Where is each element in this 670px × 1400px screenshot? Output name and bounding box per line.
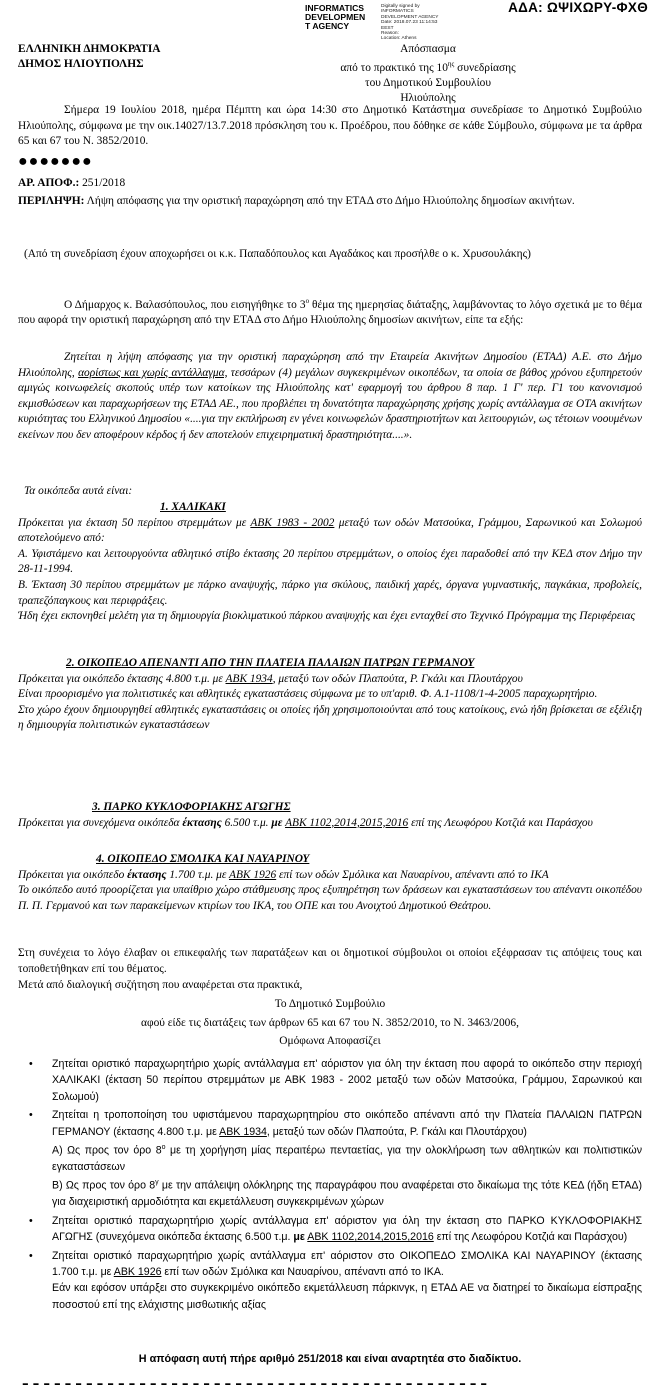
section-1: 1. ΧΑΛΙΚΑΚΙ Πρόκειται για έκταση 50 περίπου στρεμμάτων με ΑΒΚ 1983 - 2002 μεταξύ των οδών Ματσούκα, Γράμμου, Σαρωνικού και Σολωμού αποτελούμενο από: Α. Υφιστάμενο και λειτουργούντα αθλητικό στίβο έκτασης 20 περίπου στρεμμάτων, ο οποίος έχει παραδοθεί από την ΚΕΔ στον Δήμο την 28-11-1994. Β. Έκταση 30 περίπου στρεμμάτων με πάρκο αναψυχής, πάρκο για σκύλους, παιδική χαρές, όργανα γυμναστικής, παγκάκια, προβολείς, τραπεζόπαγκους και περιφράξεις. Ήδη έχει εκπονηθεί μελέτη για τη δημιουργία βιοκλιματικού πάρκου αναψυχής και έχει ενταχθεί στο Τεχνικό Πρόγραμμα της Περιφέρειας [18, 501, 642, 623]
list-item: • Ζητείται οριστικό παραχωρητήριο χωρίς αντάλλαγμα επ' αόριστον για όλη την έκταση που αφορά το οικόπεδο στην περιοχή ΧΑΛΙΚΑΚΙ (έκταση 50 περίπου στρεμμάτων με ΑΒΚ 1983 - 2002 μεταξύ των οδών Ματσούκα, Γράμμου, Σαρωνικού και Σολωμού) [29, 1058, 642, 1103]
discussion-paragraph: Στη συνέχεια το λόγο έλαβαν οι επικεφαλής των παρατάξεων και οι δημοτικοί σύμβουλοι οι οποίοι εξέφρασαν τις απόψεις τους και τοποθετήθηκαν επί του θέματος. [18, 947, 642, 975]
section-3-title: 3. ΠΑΡΚΟ ΚΥΚΛΟΦΟΡΙΑΚΗΣ ΑΓΩΓΗΣ [92, 801, 291, 813]
issuer-header [18, 42, 161, 72]
digital-signature [305, 4, 461, 42]
plots-intro: Τα οικόπεδα αυτά είναι: [24, 485, 133, 497]
extract-header: Απόσπασμα από το πρακτικό της $10^{\eta\varsigma}$ συνεδρίασης του Δημοτικού Συμβουλίου Ηλιούπολης [340, 43, 516, 104]
section-2-title: 2. ΟΙΚΟΠΕΔΟ ΑΠΕΝΑΝΤΙ ΑΠΟ ΤΗΝ ΠΛΑΤΕΙΑ ΠΑΛΑΙΩΝ ΠΑΤΡΩΝ ΓΕΡΜΑΝΟΥ [66, 657, 475, 669]
municipality-line: ΔΗΜΟΣ ΗΛΙΟΥΠΟΛΗΣ [18, 58, 144, 70]
list-item: • Ζητείται οριστικό παραχωρητήριο χωρίς αντάλλαγμα επ' αόριστον για όλη την έκταση στο ΠΑΡΚΟ ΚΥΚΛΟΦΟΡΙΑΚΗΣ ΑΓΩΓΗΣ (συνεχόμενα οικόπεδα έκτασης 6.500 τ.μ. με ΑΒΚ 1102,2014,2015,2016 επί της Λεωφόρου Κοτζιά και Παράσχου) [29, 1214, 642, 1244]
decision-number: ΑΡ. ΑΠΟΦ.: 251/2018 [18, 177, 126, 189]
attendance-note: (Από τη συνεδρίαση έχουν αποχωρήσει οι κ.κ. Παπαδόπουλος και Αγαδάκος και προσήλθε ο κ. Χρυσουλάκης) [24, 248, 531, 260]
section-3: 3. ΠΑΡΚΟ ΚΥΚΛΟΦΟΡΙΑΚΗΣ ΑΓΩΓΗΣ Πρόκειται για συνεχόμενα οικόπεδα έκτασης 6.500 τ.μ. με ΑΒΚ 1102,2014,2015,2016 επί της Λεωφόρου Κοτζιά και Παράσχου [18, 800, 642, 831]
mayor-paragraph: Ο Δήμαρχος κ. Βαλασόπουλος, που εισηγήθηκε το $3^o$ θέμα της ημερησίας διάταξης, λαμβάνοντας το λόγο σχετικά με το θέμα που αφορά την οριστική παραχώρηση από την ΕΤΑΔ στο Δήμο Ηλιούπολης δημοσίων ακινήτων, είπε τα εξής: [18, 297, 643, 327]
section-1-title: 1. ΧΑΛΙΚΑΚΙ [160, 501, 226, 513]
intro-paragraph: Σήμερα 19 Ιουλίου 2018, ημέρα Πέμπτη και ώρα 14:30 στο Δημοτικό Κατάστημα συνεδρίασε το Δημοτικό Συμβούλιο Ηλιούπολης, σύμφωνα με την οικ.14027/13.7.2018 πρόσκληση του κ. Προέδρου, που δόθηκε σε κάθε Σύμβουλο, σύμφωνα με τα άρθρα 65 και 67 του Ν. 3852/2010. [18, 104, 642, 148]
ada-code: ΑΔΑ: ΩΨΙΧΩΡΥ-ΦΧΘ [508, 0, 648, 15]
closing-statement: Η απόφαση αυτή πήρε αριθμό 251/2018 και είναι αναρτητέα στο διαδίκτυο. [138, 1353, 522, 1365]
republic-line: ΕΛΛΗΝΙΚΗ ΔΗΜΟΚΡΑΤΙΑ [18, 43, 161, 55]
section-4: 4. ΟΙΚΟΠΕΔΟ ΣΜΟΛΙΚΑ ΚΑΙ ΝΑΥΑΡΙΝΟΥ Πρόκειται για οικόπεδο έκτασης 1.700 τ.μ. με ΑΒΚ 1926 επί των οδών Σμόλικα και Ναυαρίνου, απέναντι από το ΙΚΑ Το οικόπεδο αυτό προορίζεται για υπαίθριο χώρο στάθμευσης προς εξυπηρέτηση των δράσεων και εγκαταστάσεων του απέναντι οικοπέδου Π. Π. Γερμανού και των παρακείμενων κτιρίων του ΙΚΑ, του ΟΠΕ και του Ανοιχτού Δημοτικού Θεάτρου. [18, 853, 642, 912]
list-item: • Ζητείται οριστικό παραχωρητήριο χωρίς αντάλλαγμα επ' αόριστον στο ΟΙΚΟΠΕΔΟ ΣΜΟΛΙΚΑ ΚΑΙ ΝΑΥΑΡΙΝΟΥ (έκτασης 1.700 τ.μ. με ΑΒΚ 1926 επί των οδών Σμόλικα και Ναυαρίνου, απέναντι από το ΙΚΑ. Εάν και εφόσον υπάρξει στο συγκεκριμένο οικόπεδο εκμετάλλευση πάρκινγκ, η ΕΤΑΔ ΑΕ να διατηρεί το δικαίωμα είσπραξης ποσοστού επί της ελάχιστης μισθωτικής αξίας [29, 1249, 642, 1311]
section-2: 2. ΟΙΚΟΠΕΔΟ ΑΠΕΝΑΝΤΙ ΑΠΟ ΤΗΝ ΠΛΑΤΕΙΑ ΠΑΛΑΙΩΝ ΠΑΤΡΩΝ ΓΕΡΜΑΝΟΥ Πρόκειται για οικόπεδο έκτασης 4.800 τ.μ. με ΑΒΚ 1934, μεταξύ των οδών Πλαπούτα, Ρ. Γκάλι και Πλουτάρχου Είναι προορισμένο για πολιτιστικές και αθλητικές εγκαταστάσεις σύμφωνα με το υπ'αριθ. Φ. Α.1-1108/1-4-2005 παραχωρητήριο. Στο χώρο έχουν δημιουργηθεί αθλητικές εγκαταστάσεις οι οποίες ήδη χρησιμοποιούνται από τους κατοίκους, ενώ ήδη βρίσκεται σε εξέλιξη η δημιουργία πολιτιστικών εγκαταστάσεων [18, 657, 642, 732]
unanimous-line: Ομόφωνα Αποφασίζει [279, 1035, 381, 1047]
discussion-followup: Μετά από διαλογική συζήτηση που αναφέρεται στα πρακτικά, [18, 979, 303, 991]
section-4-title: 4. ΟΙΚΟΠΕΔΟ ΣΜΟΛΙΚΑ ΚΑΙ ΝΑΥΑΡΙΝΟΥ [96, 853, 310, 865]
separator-dots: ●●●●●●● [18, 153, 93, 170]
decision-list [18, 1056, 642, 1315]
request-paragraph: Ζητείται η λήψη απόφασης για την οριστική παραχώρηση από την Εταιρεία Ακινήτων Δημοσίου (ΕΤΑΔ) Α.Ε. στο Δήμο Ηλιούπολης, αορίστως και χωρίς αντάλλαγμα, τεσσάρων (4) μεγάλων συγκεκριμένων οικοπέδων, τα οποία σε βάθος χρόνου εξυπηρετούν αμιγώς κοινωφελείς σκοπούς υπέρ των κατοίκων της Ηλιούπολης κατ' εφαρμογή του άρθρου 8 παρ. 1 Γ' περ. Γ1 του κανονισμού εκμισθώσεων και παραχωρήσεων της ΕΤΑΔ ΑΕ., που προβλέπει τη δυνατότητα παραχώρησης χρήσης χωρίς αντάλλαγμα σε ΟΤΑ ακινήτων κυριότητας του Ελληνικού Δημοσίου «....για την εκπλήρωση εν γένει κοινωφελών δραστηριοτήτων και λειτουργιών, ως τέτοιων νοουμένων εκείνων που δεν αποφέρουν κέρδος ή δεν αποτελούν επιχειρηματική δραστηριότητα....». [18, 351, 642, 441]
signature-meta: Digitally signed by INFORMATICS DEVELOPMENT AGENCY Date: 2018.07.23 11:14:53 EEST Reason: Location: Athens [381, 4, 439, 42]
signature-name: INFORMATICS DEVELOPMEN T AGENCY [305, 3, 366, 31]
considering-line: αφού είδε τις διατάξεις των άρθρων 65 και 67 του Ν. 3852/2010, το Ν. 3463/2006, [141, 1017, 519, 1029]
list-item: • Ζητείται η τροποποίηση του υφιστάμενου παραχωρητηρίου στο οικόπεδο απέναντι από την Πλατεία ΠΑΛΑΙΩΝ ΠΑΤΡΩΝ ΓΕΡΜΑΝΟΥ (έκτασης 4.800 τ.μ. με ΑΒΚ 1934, μεταξύ των οδών Πλαπούτα, Ρ. Γκάλι και Πλουτάρχου) Α) Ως προς τον όρο $8^o$ με τη χορήγηση μίας περαιτέρω πενταετίας, για την ολοκλήρωση των αθλητικών και πολιτιστικών εγκαταστάσεων Β) Ως προς τον όρο $8^\gamma$ με την απάλειψη ολόκληρης της παραγράφου που αναφέρεται στο δικαίωμα της τότε ΚΕΔ (ήδη ΕΤΑΔ) για διαχειριστική αρμοδιότητα και εκμετάλλευση συγκεκριμένων χώρων [29, 1109, 642, 1209]
council-line: Το Δημοτικό Συμβούλιο [274, 998, 386, 1010]
summary-paragraph: ΠΕΡΙΛΗΨΗ: Λήψη απόφασης για την οριστική παραχώρηση από την ΕΤΑΔ στο Δήμο Ηλιούπολης δημοσίων ακινήτων. [18, 195, 575, 207]
bottom-separator: -------------------------------------------- [22, 1372, 492, 1394]
